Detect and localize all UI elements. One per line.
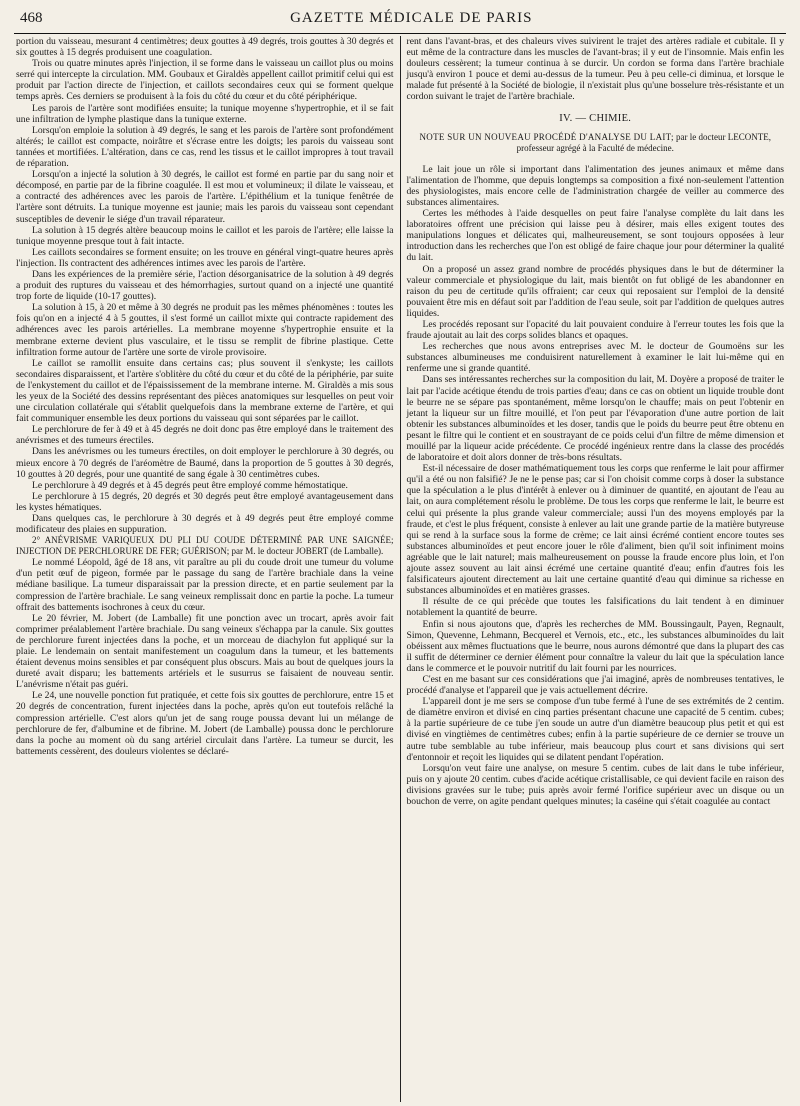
page-header [10, 0, 790, 36]
left-bottom-paragraphs [16, 557, 394, 757]
text-columns [14, 36, 790, 1102]
paragraph: Le 24, une nouvelle ponction fut pratiquée, et cette fois six gouttes de perchlorure, entre 15 et 20 degrés de concentration, furent injectées dans la poche, après qu'on eut toutefois relâché la compression artérielle. C'est alors qu'un jet de sang rouge poussa devant lui un mélange de perchlorure de fer, d'albumine et de fibrine. M. Jobert (de Lamballe) poussa donc le perchlorure dans la poche au moment où du sang artériel circulait dans l'artère. La tumeur se durcit, les battements cessèrent, des douleurs violentes se déclaré- [16, 690, 394, 757]
left-top-paragraphs [16, 36, 394, 535]
running-title: GAZETTE MÉDICALE DE PARIS [290, 10, 533, 26]
left-column [14, 36, 400, 1102]
right-column [401, 36, 791, 1102]
paragraph: Le lait joue un rôle si important dans l'alimentation des jeunes animaux et même dans l'alimentation de l'homme, que depuis longtemps sa composition a fixé non-seulement l'attention des physiologistes, mais encore celle de l'administration chargée de veiller au commerce des substances alimentaires. [406, 163, 784, 208]
paragraph: Enfin si nous ajoutons que, d'après les recherches de MM. Boussingault, Payen, Regnault, Simon, Quevenne, Lehmann, Becquerel et Vernois, etc., etc., les substances albuminoïdes du lait obéissent aux mêmes fluctuations que le beurre, nous aurons démontré que dans la plupart des cas il suffit de déterminer ce dernier élément pour connaître la valeur du lait que la spéculation lance dans le commerce et le pouvoir nutritif du lait fourni par les nourrices. [406, 618, 784, 674]
paragraph: Dans ses intéressantes recherches sur la composition du lait, M. Doyère a proposé de traiter le lait par l'acide acétique étendu de trois parties d'eau; dans ce cas on obtient un liquide trouble dont le beurre ne se sépare pas spontanément, même lorsqu'on le chauffe; mais on peut l'obtenir en jetant la liqueur sur un filtre mouillé, et l'on peut par l'évaporation d'une autre portion de lait obtenir les substances albuminoïdes et les doser, tandis que le poids du beurre peut être obtenu en pesant le filtre qui le contient et en soustrayant de ce poids celui d'un filtre de même dimension et mouillé par la liqueur acide précédente. Ce procédé ingénieux rentre dans la classe des procédés de laboratoire et doit alors donner de très-bons résultats. [406, 374, 784, 464]
paragraph: portion du vaisseau, mesurant 4 centimètres; deux gouttes à 49 degrés, trois gouttes à 30 degrés et six gouttes à 15 degrés produisent une coagulation. [16, 36, 394, 59]
right-top-paragraphs [407, 36, 785, 103]
paragraph: L'appareil dont je me sers se compose d'un tube fermé à l'une de ses extrémités de 2 centim. de diamètre environ et divisé en cinq parties présentant chacune une capacité de 5 centim. cubes; à la partie supérieure de ce tube j'en soude un autre d'un diamètre beaucoup plus petit et qui est divisé en vingtièmes de centimètres cubes; enfin à la partie supérieure de ce dernier se trouve un autre tube semblable au tube inférieur, mais beaucoup plus court et sans divisions qui sert d'entonnoir et reçoit les liquides qui se dilatent pendant l'opération. [406, 696, 784, 763]
paragraph: Trois ou quatre minutes après l'injection, il se forme dans le vaisseau un caillot plus ou moins serré qui intercepte la circulation. MM. Goubaux et Giraldès appellent caillot primitif celui qui est produit par l'action directe de l'injection, et caillots secondaires ceux qui se forment quelque temps après. Ces derniers se produisent à la fois du côté du cœur et du côté périphérique. [16, 58, 394, 103]
paragraph: Certes les méthodes à l'aide desquelles on peut faire l'analyse complète du lait dans les laboratoires offrent une précision qui laisse peu à désirer, mais elles exigent toutes des manipulations longues et délicates qui, malheureusement, se sont toujours opposées à leur introduction dans les recherches que l'on est obligé de faire chaque jour pour déterminer la qualité du lait. [406, 208, 784, 264]
paragraph: Lorsqu'on a injecté la solution à 30 degrés, le caillot est formé en partie par du sang noir et décomposé, en partie par de la fibrine coagulée. Il est mou et volumineux; il dilate le vaisseau, et a contracté des adhérences avec les parois de l'artère. L'épithélium et la tunique fenêtrée de l'artère sont détruits. La tunique moyenne est jaunie; mais les parois du vaisseau sont cependant susceptibles de devenir le siége d'un travail réparateur. [16, 169, 394, 225]
paragraph: Le caillot se ramollit ensuite dans certains cas; plus souvent il s'enkyste; les caillots secondaires disparaissent, et l'artère s'oblitère du côté du cœur et du côté de la périphérie, par suite de l'enkystement du caillot et de l'épaississement de la membrane interne. M. Giraldès a mis sous les yeux de la Société des dessins représentant des pièces anatomiques sur lesquelles on peut voir une circulation collatérale qui s'établit quelquefois dans la membrane externe de l'artère, et qui fait communiquer ensemble les deux portions du vaisseau qui sont séparées par le caillot. [16, 357, 394, 425]
article-2-title: 2° ANÉVRISME VARIQUEUX DU PLI DU COUDE DÉTERMINÉ PAR UNE SAIGNÉE; INJECTION DE PERCHLORURE DE FER; GUÉRISON; par M. le docteur JOBERT (de Lamballe). [16, 535, 394, 557]
paragraph: Dans les anévrismes ou les tumeurs érectiles, on doit employer le perchlorure à 30 degrés, ou mieux encore à 70 degrés de l'aréomètre de Baumé, dans la proportion de 5 gouttes à 30 degrés, 10 gouttes à 20 degrés, pour une quantité de sang égale à 30 centimètres cubes. [16, 446, 394, 480]
article-title [407, 132, 785, 154]
paragraph: Lorsqu'on emploie la solution à 49 degrés, le sang et les parois de l'artère sont profondément altérés; le caillot est compacte, noirâtre et s'écrase entre les doigts; les parois du vaisseau sont tannées et mortifiées. L'altération, dans ce cas, rend les tissus et le caillot impropres à tout travail de réparation. [16, 124, 394, 170]
paragraph: La solution à 15, à 20 et même à 30 degrés ne produit pas les mêmes phénomènes : toutes les fois qu'on en a injecté 4 à 5 gouttes, il s'est formé un caillot mixte qui contracte rapidement des adhérences avec les parois artérielles. La membrane moyenne s'hypertrophie ensuite et la membrane externe devient plus vasculaire, et le tissu se remplit de fibrine plastique. Cette infiltration forme autour de l'artère une sorte de virole provisoire. [16, 302, 394, 358]
paragraph: Est-il nécessaire de doser mathématiquement tous les corps que renferme le lait pour affirmer qu'il a été ou non falsifié? Je ne le pense pas; car si l'on choisit comme corps à doser la substance que la spéculation a le plus d'intérêt à enlever ou à diminuer de quantité, en ajoutant de l'eau au lait, on aura complétement résolu le problème. De tous les corps que renferme le lait, le beurre est celui qui présente la plus grande valeur commerciale; aussi l'un des moyens employés par la fraude, et c'est le plus fréquent, consiste à enlever au lait une grande partie de la matière butyreuse qui se rend à la surface sous la forme de crème; ce lait ainsi écrémé contient encore toutes ses substances albuminoïdes et peut encore jouer le rôle d'aliment, bien qu'il soit infiniment moins agréable que le lait naturel; mais malheureusement on pousse la fraude encore plus loin, et l'on ajoute assez souvent au lait ainsi écrémé une certaine quantité d'eau; enfin d'autres fois les falsificateurs ajoutent directement au lait une certaine quantité d'eau qui diminue sa richesse en substances albuminoïdes et en matières grasses. [406, 463, 784, 597]
header-rule [14, 33, 786, 34]
paragraph: Lorsqu'on veut faire une analyse, on mesure 5 centim. cubes de lait dans le tube inférieur, puis on y ajoute 20 centim. cubes d'acide acétique cristallisable, ce qui devient facile en raison des divisions gravées sur le tube; puis après avoir fermé l'orifice supérieur avec un disque ou un bouchon de verre, on agite pendant quelques minutes; la caséine qui s'était coagulée au contact [406, 762, 784, 807]
paragraph: Dans quelques cas, le perchlorure à 30 degrés et à 49 degrés peut être employé comme modificateur des plaies en suppuration. [16, 513, 394, 536]
paragraph: Il résulte de ce qui précède que toutes les falsifications du lait tendent à en diminuer notablement la quantité de beurre. [406, 596, 784, 619]
right-body-paragraphs [407, 164, 785, 807]
paragraph: Le 20 février, M. Jobert (de Lamballe) fit une ponction avec un trocart, après avoir fait comprimer préalablement l'artère brachiale. Du sang veineux s'échappa par la canule. Six gouttes de perchlorure furent injectées dans la poche, et un morceau de diachylon fut appliqué sur la plaie. Le lendemain on sentait manifestement un coagulum dans la tumeur, et les battements étaient devenus moins sensibles et par conséquent plus obscurs. Mais au bout de quelques jours la dureté avait disparu; les battements artériels et le susurrus se faisaient de nouveau sentir. L'anévrisme n'était pas guéri. [16, 612, 394, 691]
paragraph: C'est en me basant sur ces considérations que j'ai imaginé, après de nombreuses tentatives, le procédé d'analyse et l'appareil que je vais actuellement décrire. [406, 673, 784, 697]
paragraph: Le perchlorure de fer à 49 et à 45 degrés ne doit donc pas être employé dans le traitement des anévrismes et des tumeurs érectiles. [16, 424, 394, 447]
paragraph: On a proposé un assez grand nombre de procédés physiques dans le but de déterminer la valeur commerciale et physiologique du lait, mais bientôt on fut obligé de les abandonner en raison du peu de certitude qu'ils offraient; car ceux qui reposaient sur l'emploi de la densité pouvaient être mis en défaut soit par l'addition de l'eau seule, soit par l'addition de quelques autres liquides. [406, 263, 784, 319]
paragraph: Le nommé Léopold, âgé de 18 ans, vit paraître au pli du coude droit une tumeur du volume d'un petit œuf de pigeon, formée par le passage du sang de l'artère brachiale dans la veine médiane basilique. La tumeur disparaissait par la pression directe, et en partie seulement par la compression de l'artère brachiale. Le sang veineux remplissait donc en partie la poche. La tumeur offrait des battements isochrones à ceux du cœur. [16, 557, 394, 613]
article-title-rest: par le docteur LECONTE, professeur agrégé à la Faculté de médecine. [516, 131, 771, 153]
paragraph: Dans les expériences de la première série, l'action désorganisatrice de la solution à 49 degrés a produit des ruptures du vaisseau et des hémorrhagies, surtout quand on a injecté une quantité trop forte de liquide (10-17 gouttes). [16, 268, 394, 303]
paragraph: Le perchlorure à 15 degrés, 20 degrés et 30 degrés peut être employé avantageusement dans les kystes hématiques. [16, 490, 394, 513]
paragraph: Les procédés reposant sur l'opacité du lait pouvaient conduire à l'erreur toutes les fois que la fraude ajoutait au lait des corps solides blancs et opaques. [406, 318, 784, 342]
paragraph: Le perchlorure à 49 degrés et à 45 degrés peut être employé comme hémostatique. [32, 479, 348, 491]
paragraph: rent dans l'avant-bras, et des chaleurs vives suivirent le trajet des artères radiale et cubitale. Il y eut même de la contracture dans les muscles de l'avant-bras; il y eut de l'insomnie. Mais enfin les douleurs cessèrent; la tumeur continua à se durcir. Un cordon se forma dans l'artère brachiale jusqu'à environ 1 pouce et demi au-dessus de la tumeur. Peu à peu celle-ci diminua, et lorsque le malade fut présenté à la Société de biologie, il n'existait plus qu'une bosselure très-résistante et un cordon suivant le trajet de l'artère brachiale. [406, 36, 784, 103]
paragraph: La solution à 15 degrés altère beaucoup moins le caillot et les parois de l'artère; elle laisse la tunique moyenne presque tout à fait intacte. [16, 224, 394, 247]
paragraph: Les caillots secondaires se forment ensuite; on les trouve en général vingt-quatre heures après l'injection. Ils contractent des adhérences intimes avec les parois de l'artère. [16, 246, 394, 269]
page-number: 468 [20, 10, 43, 26]
paragraph: Les recherches que nous avons entreprises avec M. le docteur de Goumoëns sur les substances albumineuses me conduisirent naturellement à examiner le lait lui-même qui en renferme une si grande quantité. [406, 341, 784, 375]
paragraph: Les parois de l'artère sont modifiées ensuite; la tunique moyenne s'hypertrophie, et il se fait une infiltration de lymphe plastique dans la tunique externe. [16, 102, 394, 125]
section-heading: IV. — CHIMIE. [559, 112, 632, 124]
article-title-prefix: NOTE SUR UN NOUVEAU PROCÉDÉ D'ANALYSE DU LAIT; [419, 131, 674, 142]
